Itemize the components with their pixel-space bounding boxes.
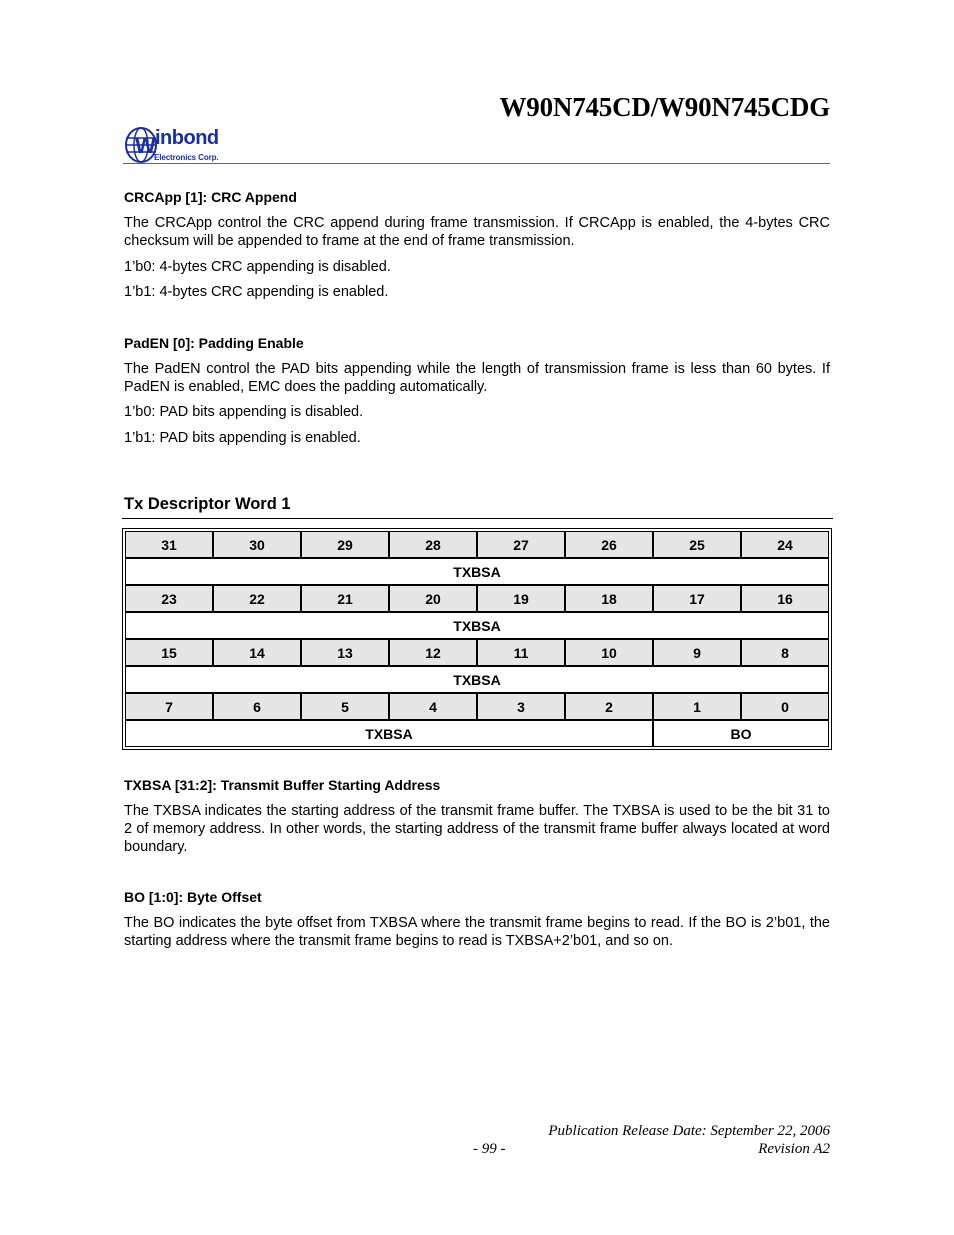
bit-cell: 3 <box>477 693 565 720</box>
field-cell-txbsa: TXBSA <box>125 558 829 585</box>
crcapp-section <box>124 188 830 301</box>
footer-page-number: - 99 - <box>473 1141 506 1157</box>
paden-section <box>124 334 830 447</box>
tx-descriptor-rule <box>122 518 833 519</box>
crcapp-value-0: 1’b0: 4-bytes CRC appending is disabled. <box>124 259 391 275</box>
bit-cell: 30 <box>213 531 301 558</box>
txbsa-heading: TXBSA [31:2]: Transmit Buffer Starting Address <box>124 777 441 793</box>
bit-cell: 5 <box>301 693 389 720</box>
bit-cell: 2 <box>565 693 653 720</box>
crcapp-value-1: 1’b1: 4-bytes CRC appending is enabled. <box>124 284 389 300</box>
bit-cell: 21 <box>301 585 389 612</box>
bit-cell: 26 <box>565 531 653 558</box>
bit-cell: 18 <box>565 585 653 612</box>
bit-cell: 15 <box>125 639 213 666</box>
bit-row <box>125 693 829 720</box>
bit-cell: 4 <box>389 693 477 720</box>
bit-cell: 25 <box>653 531 741 558</box>
crcapp-heading: CRCApp [1]: CRC Append <box>124 189 297 205</box>
paden-description: The PadEN control the PAD bits appending while the length of transmission frame is less than 60 bytes. If PadEN is enabled, EMC does the padding automatically. <box>124 361 830 395</box>
bit-cell: 27 <box>477 531 565 558</box>
crcapp-description: The CRCApp control the CRC append during frame transmission. If CRCApp is enabled, the 4-bytes CRC checksum will be appended to frame at the end of frame transmission. <box>124 215 830 249</box>
bit-cell: 23 <box>125 585 213 612</box>
bit-row <box>125 531 829 558</box>
field-row <box>125 612 829 639</box>
logo-wordmark: inbond <box>155 127 219 149</box>
bit-row <box>125 585 829 612</box>
field-cell-bo: BO <box>653 720 829 747</box>
bit-row <box>125 639 829 666</box>
header-rule <box>123 163 830 164</box>
bit-cell: 29 <box>301 531 389 558</box>
txbsa-description: The TXBSA indicates the starting address of the transmit frame buffer. The TXBSA is used to be the bit 31 to 2 of memory address. In other words, the starting address of the transmit frame buffer always located at word boundary. <box>124 803 830 855</box>
field-row <box>125 666 829 693</box>
bit-cell: 6 <box>213 693 301 720</box>
bo-heading: BO [1:0]: Byte Offset <box>124 889 262 905</box>
winbond-logo <box>125 126 255 166</box>
bit-cell: 19 <box>477 585 565 612</box>
field-row <box>125 720 829 747</box>
footer-revision: Revision A2 <box>758 1141 830 1157</box>
bit-cell: 14 <box>213 639 301 666</box>
field-row <box>125 558 829 585</box>
bit-cell: 11 <box>477 639 565 666</box>
field-cell-txbsa: TXBSA <box>125 666 829 693</box>
bit-cell: 12 <box>389 639 477 666</box>
paden-value-1: 1’b1: PAD bits appending is enabled. <box>124 430 361 446</box>
bit-cell: 20 <box>389 585 477 612</box>
tx-descriptor-heading: Tx Descriptor Word 1 <box>124 495 291 513</box>
bit-cell: 7 <box>125 693 213 720</box>
bit-cell: 8 <box>741 639 829 666</box>
bit-cell: 24 <box>741 531 829 558</box>
footer-release-date: Publication Release Date: September 22, 2006 <box>548 1123 830 1139</box>
field-cell-txbsa: TXBSA <box>125 612 829 639</box>
bit-cell: 28 <box>389 531 477 558</box>
field-cell-txbsa: TXBSA <box>125 720 653 747</box>
svg-text:W: W <box>135 133 156 158</box>
register-table <box>122 528 832 750</box>
bit-cell: 31 <box>125 531 213 558</box>
bit-cell: 0 <box>741 693 829 720</box>
bo-section <box>124 888 830 950</box>
logo-subtitle: Electronics Corp. <box>154 153 219 162</box>
bit-cell: 16 <box>741 585 829 612</box>
document-title: W90N745CD/W90N745CDG <box>499 92 830 122</box>
bit-cell: 17 <box>653 585 741 612</box>
bit-cell: 10 <box>565 639 653 666</box>
bit-cell: 9 <box>653 639 741 666</box>
bit-cell: 13 <box>301 639 389 666</box>
bit-cell: 1 <box>653 693 741 720</box>
bit-cell: 22 <box>213 585 301 612</box>
paden-heading: PadEN [0]: Padding Enable <box>124 335 304 351</box>
paden-value-0: 1’b0: PAD bits appending is disabled. <box>124 404 364 420</box>
txbsa-section <box>124 776 830 856</box>
bo-description: The BO indicates the byte offset from TXBSA where the transmit frame begins to read. If the BO is 2’b01, the starting address where the transmit frame begins to read is TXBSA+2’b01, and so on. <box>124 915 830 949</box>
